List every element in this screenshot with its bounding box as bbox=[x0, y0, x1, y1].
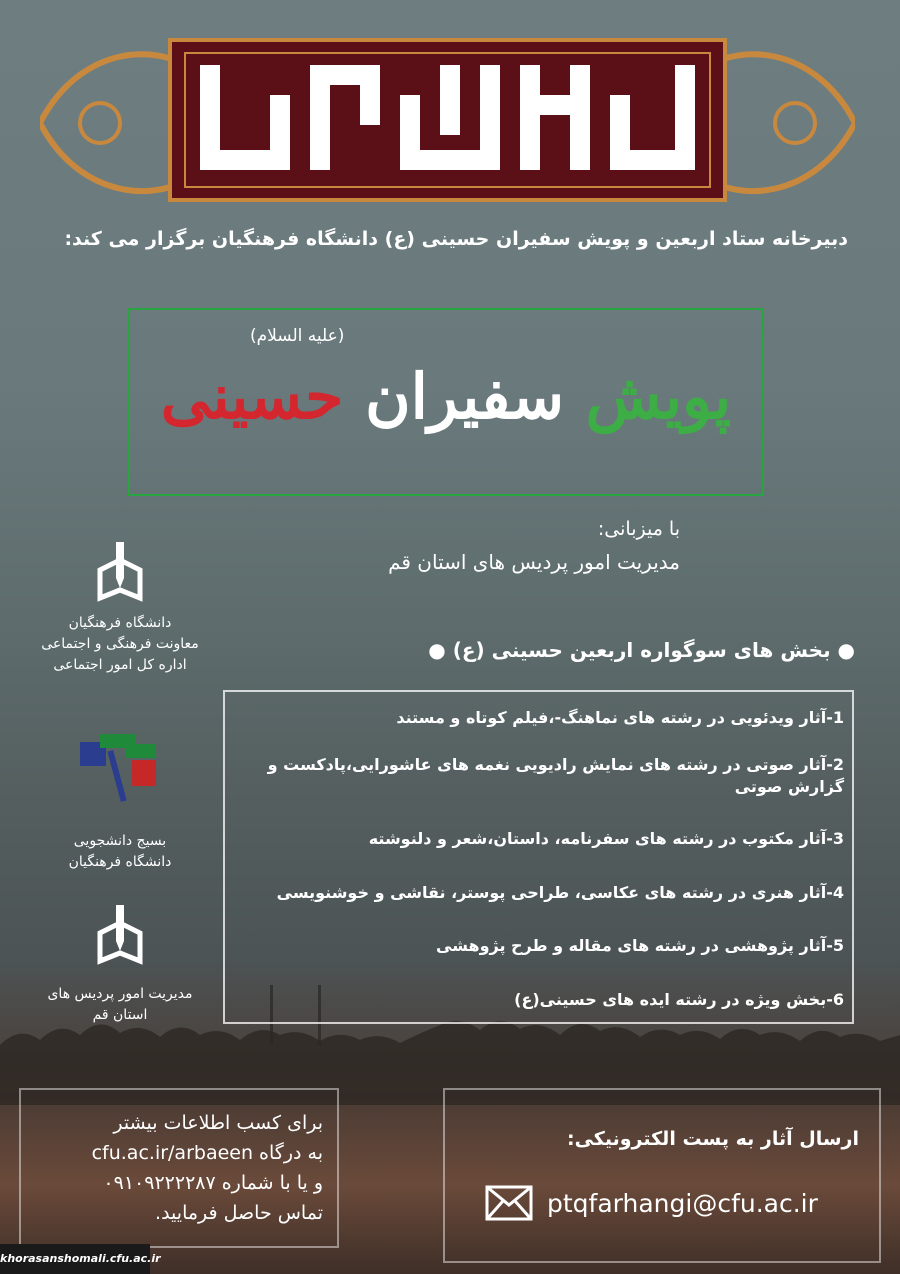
bullet-icon: ● bbox=[837, 638, 855, 662]
host-label: با میزبانی: bbox=[597, 518, 680, 540]
envelope-icon bbox=[485, 1185, 533, 1221]
list-item: 5-آثار پژوهشی در رشته های مقاله و طرح پژوهشی bbox=[436, 936, 844, 955]
campaign-title bbox=[130, 360, 762, 433]
title-word-hosseini: حسینی bbox=[160, 360, 344, 433]
info-line: و یا با شماره ۰۹۱۰۹۲۲۲۲۸۷ bbox=[103, 1172, 323, 1194]
title-box bbox=[128, 308, 764, 496]
info-line: تماس حاصل فرمایید. bbox=[155, 1202, 323, 1224]
info-box bbox=[19, 1088, 339, 1248]
email-box bbox=[443, 1088, 881, 1263]
logo-student-basij bbox=[30, 730, 210, 873]
logo-qom-campuses bbox=[30, 903, 210, 1026]
logo3-line2: استان قم bbox=[92, 1007, 148, 1023]
list-item: 3-آثار مکتوب در رشته های سفرنامه، داستان،شعر و دلنوشته bbox=[368, 829, 844, 848]
sections-list bbox=[223, 690, 854, 1024]
title-word-poyesh: پویش bbox=[585, 360, 732, 433]
book-pen-icon bbox=[92, 903, 148, 969]
logo2-line2: دانشگاه فرهنگیان bbox=[68, 854, 172, 870]
footer-badge[interactable]: khorasanshomali.cfu.ac.ir bbox=[0, 1244, 150, 1274]
header-line: دبیرخانه ستاد اربعین و پویش سفیران حسینی (ع) دانشگاه فرهنگیان برگزار می کند: bbox=[64, 228, 848, 250]
logo1-line1: دانشگاه فرهنگیان bbox=[68, 615, 172, 631]
basij-flag-icon bbox=[78, 730, 162, 806]
section-heading bbox=[350, 638, 855, 662]
logo1-line3: اداره کل امور اجتماعی bbox=[53, 657, 187, 673]
info-line: برای کسب اطلاعات بیشتر bbox=[113, 1112, 323, 1134]
title-word-safiran: سفیران bbox=[365, 360, 565, 433]
book-pen-icon bbox=[92, 540, 148, 606]
logo1-line2: معاونت فرهنگی و اجتماعی bbox=[41, 636, 199, 652]
list-item: 2-آثار صوتی در رشته های نمایش رادیویی نغمه های عاشورایی،پادکست و گزارش صوتی bbox=[267, 755, 844, 796]
info-text bbox=[33, 1108, 323, 1228]
title-subtitle: (علیه السلام) bbox=[250, 326, 345, 346]
section-heading-text: بخش های سوگواره اربعین حسینی (ع) bbox=[452, 638, 831, 662]
info-line: به درگاه cfu.ac.ir/arbaeen bbox=[91, 1142, 323, 1164]
list-item: 4-آثار هنری در رشته های عکاسی، طراحی پوستر، نقاشی و خوشنویسی bbox=[276, 883, 844, 902]
list-item: 1-آثار ویدئویی در رشته های نماهنگ-،فیلم کوتاه و مستند bbox=[396, 708, 844, 727]
logo2-line1: بسیج دانشجویی bbox=[73, 833, 167, 849]
email-row bbox=[485, 1178, 818, 1228]
logo-farhangian-university bbox=[30, 540, 210, 676]
host-name: مدیریت امور پردیس های استان قم bbox=[388, 550, 680, 574]
banner-logo bbox=[40, 35, 855, 210]
logo3-line1: مدیریت امور پردیس های bbox=[47, 986, 193, 1002]
email-label: ارسال آثار به پست الکترونیکی: bbox=[566, 1128, 859, 1150]
list-item: 6-بخش ویژه در رشته ایده های حسینی(ع) bbox=[514, 990, 844, 1009]
email-address[interactable]: ptqfarhangi@cfu.ac.ir bbox=[547, 1188, 818, 1218]
bullet-icon: ● bbox=[428, 638, 446, 662]
